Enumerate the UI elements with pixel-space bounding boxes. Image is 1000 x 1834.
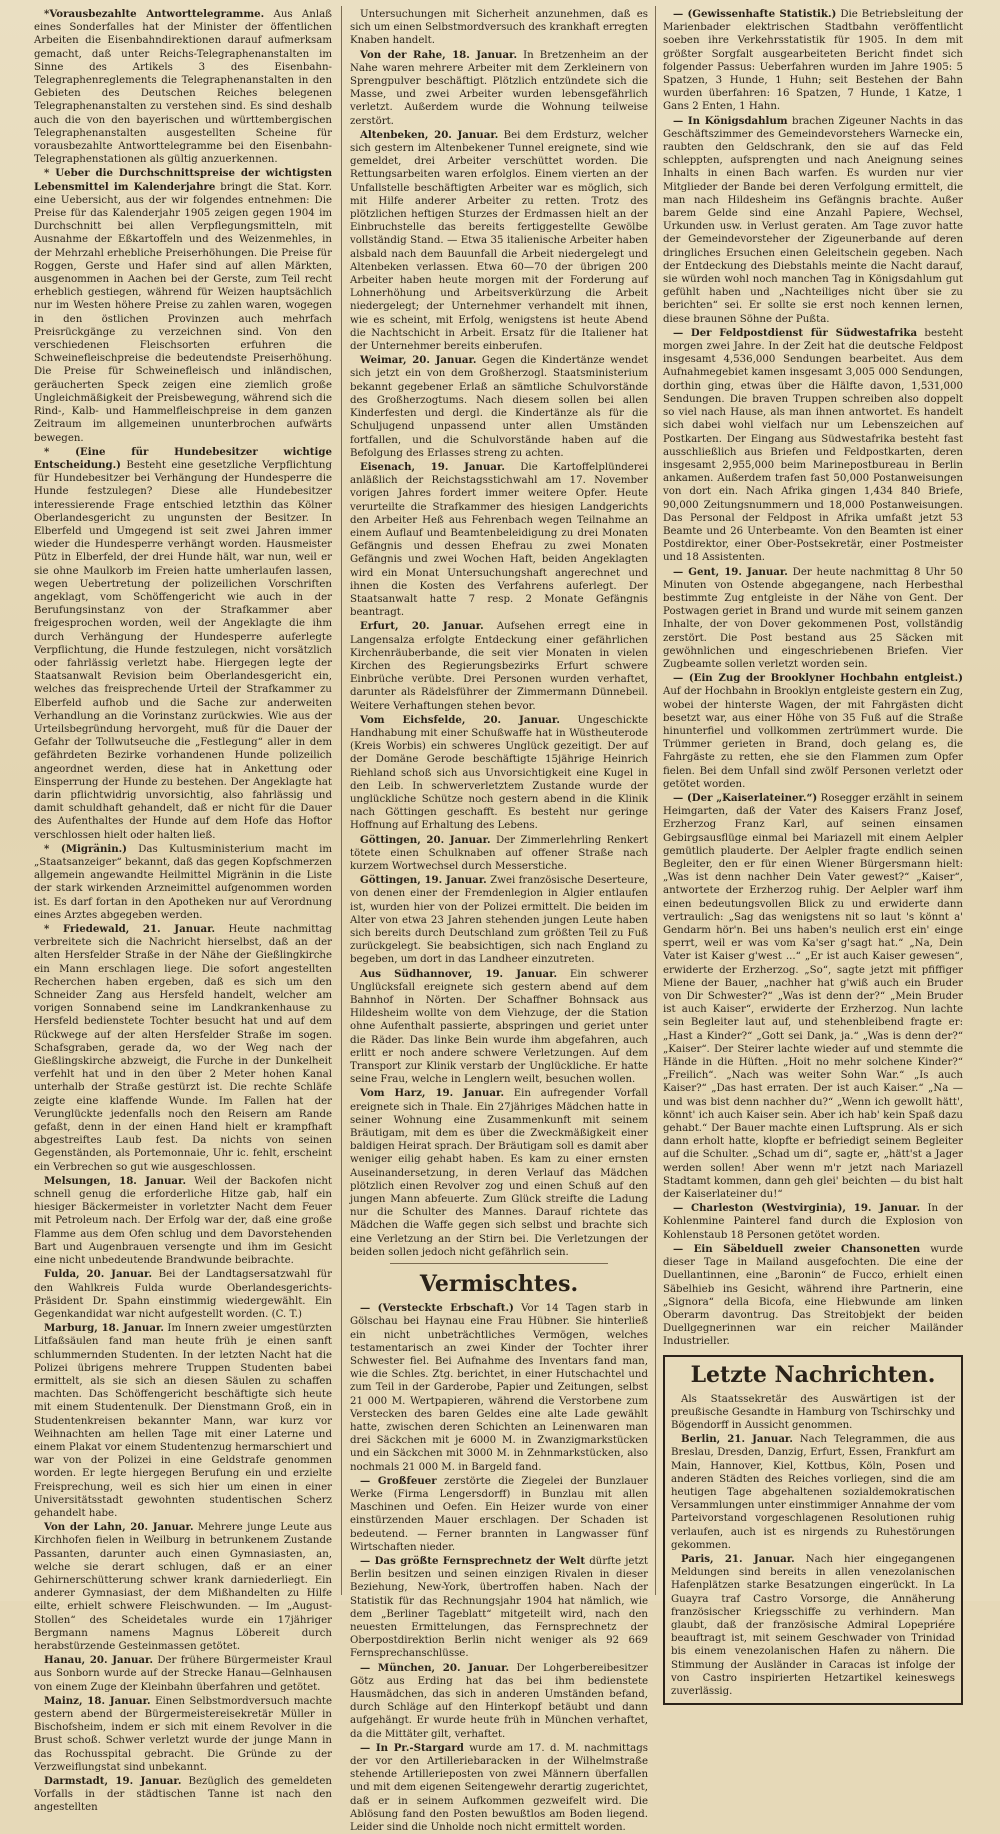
article-dateline: — Charleston (Westvirginia), 19. Januar.	[673, 1202, 921, 1215]
article-dateline: — München, 20. Januar.	[360, 1661, 510, 1674]
column-rule	[341, 6, 342, 1595]
article-dateline: *Vorausbezahlte Antworttelegramme.	[44, 8, 265, 20]
article-paragraph	[671, 1393, 955, 1433]
article-paragraph	[350, 49, 648, 128]
article-text: Heute nachmittag verbreitete sich die Nachricht hierselbst, daß an der alten Hersfelder Straße in der Nähe der Gießlingkirche ein Mann erschlagen liege. Die sofort angestellten Recherchen haben ergeben, daß es sich um den Schneider Zang aus Hersfeld handelt, welcher am vorigen Sonnabend seine im Landkrankenhause zu Hersfeld bedienstete Tochter besucht hat und auf dem Rückwege auf der alten Hersfelder Straße im sogen. Schafsgraben, gerade da, wo der Weg nach der Gießlingskirche abzweigt, die Furche in der Dunkelheit verfehlt hat und in den über 2 Meter hohen Kanal unterhalb der Straße gestürzt ist. Die rechte Schläfe zeigte eine klaffende Wunde. Im Fallen hat der Verunglückte jedenfalls noch den Reisern am Rande gefaßt, denn in der einen Hand hielt er krampfhaft abgestreiftes Laub fest. Da nichts von seinen Gegenständen, als Portemonnaie, Uhr ic. fehlt, erscheint ein Verbrechen so gut wie ausgeschlossen.	[34, 924, 332, 1173]
article-dateline: Darmstadt, 19. Januar.	[44, 1775, 182, 1788]
article-dateline: Altenbeken, 20. Januar.	[360, 128, 499, 141]
article-dateline: Melsungen, 18. Januar.	[44, 1174, 187, 1187]
article-dateline: — (Gewissenhafte Statistik.)	[673, 8, 837, 20]
article-text: bringt die Stat. Korr. eine Uebersicht, aus der wir folgendes entnehmen: Die Preise für das Kalenderjahr 1905 zeigen gegen 1904 im Durchschnitt bei allen Verpflegungsmitteln, mit Ausnahme der Eßkartoffeln und des Weizenmehles, in der Mehrzahl erhebliche Preiserhöhungen. Die Preise für Roggen, Gerste und Hafer sind auf allen Märkten, ausgenommen in Aachen bei der Gerste, zum Teil recht erheblich gestiegen, während für Weizen hauptsächlich nur im Westen höhere Preise zu zahlen waren, wogegen in den östlichen Provinzen auch mehrfach Preisrückgänge zu verzeichnen sind. Von den verschiedenen Fleischsorten erfuhren die Schweinefleischpreise die bedeutendste Preiserhöhung. Die Preise für Schweinefleisch und inländischen, geräucherten Speck zeigen eine ziemlich große Ungleichmäßigkeit der Preisbewegung, während sich die Rind-, Kalb- und Hammelfleischpreise in dem ganzen Zeitraum im allgemeinen ununterbrochen aufwärts bewegen.	[34, 181, 332, 444]
article-text: dürfte jetzt Berlin besitzen und seinen einzigen Rivalen in dieser Beziehung, New-York, übertroffen haben. Nach der Statistik für das Rechnungsjahr 1904 hat nämlich, wie dem „Berliner Tageblatt“ mitgeteilt wird, nach den neuesten Ermittelungen, das Fernsprechnetz der Oberpostdirektion Berlin nicht weniger als 92 669 Fernsprechanschlüsse.	[350, 1555, 648, 1660]
article-text: Einen Selbstmordversuch machte gestern abend der Bürgermeistereisekretär Müller in Bischofsheim, indem er sich mit einem Revolver in die Brust schoß. Schwer verletzt wurde der junge Mann in das Rochusspital gebracht. Die Gründe zu der Verzweiflungstat sind unbekannt.	[34, 1695, 332, 1773]
article-paragraph	[350, 874, 648, 966]
article-paragraph	[350, 1475, 648, 1554]
article-paragraph	[350, 620, 648, 712]
article-text: Nach Telegrammen, die aus Breslau, Dresden, Danzig, Erfurt, Essen, Frankfurt am Main, Hannover, Kiel, Kottbus, Köln, Posen und anderen Städten des Reiches vorliegen, sind die am heutigen Tage abgehaltenen sozialdemokratischen Versammlungen unter einstimmiger Annahme der vom Parteivorstand vorgeschlagenen Resolutionen ruhig verlaufen, auch ist es nirgends zu Ruhestörungen gekommen.	[671, 1434, 955, 1551]
article-paragraph	[34, 446, 332, 842]
article-text: Im Innern zweier umgestürzten Litfaßsäulen fand man heute früh je einen sanft schlummernden Studenten. In der letzten Nacht hat die Polizei übrigens mehrere Truppen Studenten babei ermittelt, als sie sich an diesen Säulen zu schaffen machten. Das Schöffengericht beschäftigte sich heute mit einem Studentenulk. Der Dienstmann Groß, ein in Studentenkreisen bekannter Mann, war kurz vor Weihnachten am hellen Tage mit einer Laterne und einem Plakat vor einem Studentenzug hermarschiert und war von der Polizei in eine Geldstrafe genommen worden. Er legte hiergegen Berufung ein und erzielte Freisprechung, weil es sich hier um einen in einer Universitätsstadt gewohnten studentischen Scherz gehandelt habe.	[34, 1323, 332, 1519]
article-dateline: — Großfeuer	[360, 1474, 437, 1487]
article-text: Mehrere junge Leute aus Kirchhofen fielen in Weilburg in betrunkenem Zustande Passanten, darunter auch einen Gymnasiasten, an, welche sie derart schlugen, daß er an einer Gehirnerschütterung schwer krank darniederliegt. Ein anderer Gymnasiast, der dem Mißhandelten zu Hilfe eilte, erhielt schwere Fleischwunden. — Im „August-Stollen“ des Scheidetales wurde ein 17jähriger Bergmann namens Magnus Löbereit durch herabstürzende Gesteinmassen getötet.	[34, 1522, 332, 1652]
column-rule	[655, 6, 656, 1595]
article-text: Bezüglich des gemeldeten Vorfalls in der städtischen Tanne ist nach den angestellten	[34, 1776, 332, 1814]
article-text: Nach hier eingegangenen Meldungen sind bereits in allen venezolanischen Hafenplätzen starke Besatzungen eingerückt. In La Guayra traf Castro Vorsorge, die Annäherung französischer Kriegsschiffe zu verhindern. Man glaubt, daß der französische Admiral Lopepriére beauftragt ist, mit seinem Geschwader von Trinidad bis einem venezolanischen Hafen zu nähern. Die Stimmung der Ausländer in Caracas ist infolge der von Castro inspirierten Hetzartikel keineswegs zuverlässig.	[671, 1553, 955, 1697]
article-text: Der Zimmerlehrling Renkert tötete einen Schulknaben auf offener Straße nach kurzem Wortwechsel durch Messerstiche.	[350, 834, 649, 872]
article-text: Der frühere Bürgermeister Kraul aus Sonborn wurde auf der Strecke Hanau—Gelnhausen von einem Zuge der Kleinbahn überfahren und getötet.	[34, 1655, 332, 1693]
article-text: Ein aufregender Vorfall ereignete sich in Thale. Ein 27jähriges Mädchen hatte in seiner Wohnung eine Zusammenkunft mit seinem Bräutigam, mit dem es über die Zweckmäßigkeit einer baldigen Heirat sprach. Der Bräutigam soll es damit aber weniger eilig gehabt haben. Es kam zu einer ernsten Auseinandersetzung, in deren Verlauf das Mädchen plötzlich einen Revolver zog und einen Schuß auf den jungen Mann abfeuerte. Zum Glück streifte die Ladung nur die Schulter des Mannes. Darauf richtete das Mädchen die Waffe gegen sich selbst und brachte sich eine Verletzung an der Stirn bei. Die Verletzungen der beiden sollen jedoch nicht gefährlich sein.	[350, 1088, 648, 1258]
article-dateline: Vom Harz, 19. Januar.	[360, 1087, 505, 1100]
article-paragraph	[34, 1175, 332, 1267]
article-dateline: — (Versteckte Erbschaft.)	[360, 1302, 514, 1315]
article-paragraph	[34, 167, 332, 444]
article-paragraph	[663, 792, 963, 1201]
article-text: Der Lohgerbereibesitzer Götz aus Erding hat das bei ihm bedienstete Hausmädchen, das sich in anderen Umständen befand, durch Schläge auf den Hinterkopf betäubt und dann aufgehängt. Er wurde heute früh in München verhaftet, da die Mittäter gilt, verhaftet.	[350, 1662, 648, 1740]
section-heading-letzte-nachrichten: Letzte Nachrichten.	[690, 1361, 936, 1388]
article-dateline: Marburg, 18. Januar.	[44, 1322, 164, 1335]
article-text: Besteht eine gesetzliche Verpflichtung für Hundebesitzer bei Verhängung der Hundesperre die Hunde festzulegen? Diese alle Hundebesitzer interessierende Frage entschied letzthin das Kölner Oberlandesgericht zu ungunsten der Besitzer. In Elberfeld und Umgegend ist seit zwei Jahren immer wieder die Hundesperre verhängt worden. Hausmeister Pütz in Elberfeld, der drei Hunde hält, war nun, weil er sie ohne Maulkorb im Freien hatte umherlaufen lassen, wegen Uebertretung der polizeilichen Vorschriften angeklagt, vom Schöffengericht wie auch in der Berufungsinstanz von der Strafkammer aber freigesprochen worden, weil der Angeklagte die ihm durch Verhängung der Hundesperre auferlegte Verpflichtung, die Hunde festzulegen, nicht vorsätzlich oder fahrlässig verletzt habe. Hiergegen legte der Staatsanwalt Revision beim Oberlandesgericht ein, welches das freisprechende Urteil der Strafkammer zu Elberfeld aufhob und die Sache zur anderweiten Verhandlung an die Vorinstanz zurückwies. Wie aus der Urteilsbegründung hervorgeht, muß für die Dauer der Gefahr der Tollwutseuche die „Festlegung“ aller in dem gefährdeten Bezirke vorhandenen Hunde polizeilich angeordnet werden, diese hat in Ankettung oder Einsperrung der Hunde zu bestehen. Der Angeklagte hat darin pflichtwidrig unvorsichtig, also fahrlässig und damit schuldhaft gehandelt, daß er nicht für die Dauer des Aufenthaltes der Hunde auf dem Hofe das Hoftor verschlossen hielt oder halten ließ.	[34, 459, 332, 841]
article-paragraph	[350, 834, 648, 874]
article-dateline: Fulda, 20. Januar.	[44, 1268, 152, 1281]
article-text: Bei dem Erdsturz, welcher sich gestern im Altenbekener Tunnel ereignete, sind wie gemeldet, drei Arbeiter verschüttet worden. Die Rettungsarbeiten waren erfolglos. Einem vierten an der Unfallstelle beschäftigten Arbeiter war es möglich, sich mit Hilfe anderer Arbeiter zu retten. Trotz des plötzlichen heftigen Sturzes der Erdmassen hielt an der Einbruchstelle das bereits fertiggestellte Gewölbe vollständig Stand. — Etwa 35 italienische Arbeiter haben alsbald nach dem Bauunfall die Arbeit niedergelegt und Altenbeken verlassen. Etwa 60—70 der übrigen 200 Arbeiter haben heute morgen mit der Forderung auf Lohnerhöhung und Arbeitsverkürzung die Arbeit niedergelegt; der Unternehmer verhandelt mit ihnen, wie es scheint, mit Erfolg, wenigstens ist heute Abend die Nachtschicht in Arbeit. Ersatz für die Italiener hat der Unternehmer bereits einberufen.	[350, 129, 648, 353]
article-text: Zwei französische Deserteure, von denen einer der Fremdenlegion in Algier entlaufen ist, wurden hier von der Polizei ermittelt. Die beiden im Alter von etwa 23 Jahren stehenden jungen Leute haben sich bereits durch Deutschland zum größten Teil zu Fuß zurückgelegt. Sie beabsichtigen, sich nach England zu begeben, um dort in das Landheer einzutreten.	[350, 875, 648, 966]
article-paragraph	[663, 1202, 963, 1242]
article-paragraph	[350, 1302, 648, 1474]
article-text: In der Kohlenmine Painterel fand durch die Explosion von Kohlenstaub 18 Personen getötet worden.	[663, 1203, 963, 1241]
article-text: besteht morgen zwei Jahre. In der Zeit hat die deutsche Feldpost insgesamt 4,536,000 Sendungen bearbeitet. Aus dem Aufnahmegebiet kamen insgesamt 3,005 000 Sendungen, dorthin ging, etwas über die Hälfte davon, 1,531,000 Sendungen. Die braven Truppen schreiben also doppelt so viel nach Hause, als man ihnen antwortet. Es handelt sich dabei wohl vielfach nur um Lebenszeichen auf Postkarten. Der Eingang aus Südwestafrika besteht fast ausschließlich aus Briefen und Feldpostkarten, deren insgesamt 2,955,000 beim Marinepostbureau in Berlin ankamen. Außerdem trafen fast 50,000 Postanweisungen von dort ein. Nach Afrika gingen 1,434 840 Briefe, 90,000 Zeitungsnummern und 18,000 Postanweisungen. Das Personal der Feldpost in Afrika umfaßt jetzt 53 Beamte und 26 Unterbeamte. Von den Beamten ist einer Postdirektor, einer Ober-Postsekretär, einer Postmeister und 18 Assistenten.	[663, 327, 963, 564]
article-text: Untersuchungen mit Sicherheit anzunehmen, daß es sich um einen Selbstmordversuch des krankhaft erregten Knaben handelt.	[350, 9, 648, 47]
article-paragraph	[350, 1742, 648, 1834]
column-2	[350, 8, 649, 1834]
article-paragraph	[34, 1268, 332, 1321]
article-dateline: Berlin, 21. Januar.	[681, 1433, 793, 1446]
article-text: Die Kartoffelplünderei anläßlich der Reichstagsstichwahl am 17. November vorigen Jahres fordert immer weitere Opfer. Heute verurteilte die Strafkammer des hiesigen Landgerichts den Arbeiter Heß aus Fehrenbach wegen Teilnahme an einem Auflauf und Beamtenbeleidigung zu drei Monaten Gefängnis und dessen Ehefrau zu zwei Monaten Gefängnis und zwei Wochen Haft, beiden Angeklagten wird ein Monat Untersuchungshaft angerechnet und ihnen die Kosten des Verfahrens auferlegt. Der Staatsanwalt hatte 7 resp. 2 Monate Gefängnis beantragt.	[350, 461, 648, 619]
article-text: Das Kultusministerium macht im „Staatsanzeiger“ bekannt, daß das gegen Kopfschmerzen allgemein angewandte Heilmittel Migränin in die Liste der stark wirkenden Arzneimittel aufgenommen worden ist. Es darf fortan in den Apotheken nur auf Verordnung eines Arztes abgegeben werden.	[34, 843, 332, 921]
article-paragraph	[350, 8, 648, 48]
article-paragraph	[34, 843, 332, 922]
article-paragraph	[350, 1555, 648, 1661]
article-dateline: * (Migränin.)	[44, 842, 127, 855]
article-paragraph	[350, 129, 648, 353]
article-paragraph	[663, 115, 963, 326]
article-dateline: Erfurt, 20. Januar.	[360, 620, 484, 633]
article-text: Der heute nachmittag 8 Uhr 50 Minuten von Ostende abgegangene, nach Herbesthal bestimmte Zug entgleiste in der Nähe von Gent. Der Postwagen geriet in Brand und wurde mit seinem ganzen Inhalte, der von Dover gekommenen Post, vollständig zerstört. Die Post bestand aus 25 Säcken mit gewöhnlichen und eingeschriebenen Briefen. Vier Zugbeamte sollen verletzt worden sein.	[663, 566, 963, 670]
article-text: Auf der Hochbahn in Brooklyn entgleiste gestern ein Zug, wobei der hinterste Wagen, der mit Fahrgästen dicht besetzt war, aus einer Höhe von 35 Fuß auf die Straße hinunterfiel und vollkommen zertrümmert wurde. Die Trümmer gerieten in Brand, doch gelang es, die Fahrgäste zu retten, ehe sie den Flammen zum Opfer fielen. Bei dem Unfall sind zwölf Personen verletzt oder getötet worden.	[663, 686, 963, 790]
column-3	[663, 8, 963, 1697]
article-paragraph	[350, 461, 648, 619]
article-dateline: * (Eine für Hundebesitzer wichtige Entscheidung.)	[34, 445, 332, 471]
article-text: Aufsehen erregt eine in Langensalza erfolgte Entdeckung einer gefährlichen Kirchenräuberbande, die seit vier Monaten in vielen Kirchen des Regierungsbezirks Erfurt schwere Einbrüche verübte. Drei Personen wurden verhaftet, darunter als Rädelsführer der Zimmermann Dünnebeil. Weitere Verhaftungen stehen bevor.	[350, 621, 648, 712]
article-paragraph	[34, 923, 332, 1174]
article-dateline: Weimar, 20. Januar.	[360, 354, 477, 367]
article-dateline: — Der Feldpostdienst für Südwestafrika	[673, 326, 918, 339]
article-dateline: — In Pr.-Stargard	[360, 1741, 464, 1754]
article-paragraph	[663, 672, 963, 791]
section-heading-vermischtes: Vermischtes.	[419, 1271, 579, 1298]
article-paragraph	[34, 1654, 332, 1694]
article-text: Die Betriebsleitung der Marienbader elektrischen Stadtbahn veröffentlicht soeben ihre Verkehrsstatistik für 1905. In dem mit größter Sorgfalt ausgearbeiteten Bericht findet sich folgender Passus: Ueberfahren wurden im Jahre 1905: 5 Spatzen, 3 Hunde, 1 Huhn; seit Bestehen der Bahn wurden überfahren: 16 Spatzen, 7 Hunde, 1 Katze, 1 Gans 2 Enten, 1 Hahn.	[663, 9, 963, 113]
article-dateline: Göttingen, 20. Januar.	[360, 833, 491, 846]
article-paragraph	[34, 1322, 332, 1520]
article-paragraph	[350, 714, 648, 833]
article-paragraph	[34, 8, 332, 166]
article-paragraph	[34, 1695, 332, 1774]
article-dateline: Von der Lahn, 20. Januar.	[44, 1521, 194, 1534]
section-divider	[390, 1263, 608, 1264]
article-paragraph	[671, 1433, 955, 1552]
article-paragraph	[663, 1243, 963, 1349]
column-1	[34, 8, 332, 1814]
article-dateline: — (Ein Zug der Brooklyner Hochbahn entgleist.)	[673, 672, 963, 685]
article-paragraph	[350, 1087, 648, 1259]
article-text: brachen Zigeuner Nachts in das Geschäftszimmer des Gemeindevorstehers Warnecke ein, raubten den Geldschrank, den sie auf das Feld schleppten, aufsprengten und nach Aneignung seines Inhalts in einen Bach warfen. Es wurden nur vier Mitglieder der Bande bei deren Verfolgung ermittelt, die man nach Hildesheim ins Gefängnis brachte. Außer barem Gelde sind eine Anzahl Papiere, Wechsel, Urkunden usw. in Verlust geraten. Am Tage zuvor hatte der Gemeindevorsteher der Zigeunerbande auf deren dringliches Ersuchen einen Geleitschein gegeben. Nach der Entdeckung des Diebstahls meinte die Nacht darauf, sie würden wohl noch manchen Tag in Königsdahlum gut gefühlt haben und „Nachteiliges nicht über sie zu berichten“ sei. Er sollte sie erst noch kennen lernen, diese braunen Söhne der Pußta.	[663, 115, 963, 325]
article-dateline: Aus Südhannover, 19. Januar.	[360, 967, 558, 980]
article-paragraph	[34, 1775, 332, 1815]
article-text: Gegen die Kindertänze wendet sich jetzt ein von dem Großherzogl. Staatsministerium bekannt gegebener Erlaß an sämtliche Schulvorstände des Großherzogtums. Nach diesem sollen bei allen Kinderfesten und dergl. die Kindertänze als für die Schuljugend unpassend unter allen Umständen fortfallen, und die Schulvorstände haben auf die Befolgung des Erlasses streng zu achten.	[350, 355, 648, 459]
article-text: Bei der Landtagsersatzwahl für den Wahlkreis Fulda wurde Oberlandesgerichts-Präsident Dr. Spahn einstimmig wiedergewählt. Ein Gegenkandidat war nicht aufgestellt worden.	[34, 1269, 332, 1320]
article-dateline: — Das größte Fernsprechnetz der Welt	[360, 1554, 586, 1567]
article-text: wurde dieser Tage in Mailand ausgefochten. Die eine der Duellantinnen, eine „Baronin“ de Fucco, erhielt einen Säbelhieb ins Gesicht, während ihre Partnerin, eine „Signora“ della Bicofa, eine Hiebwunde am linken Oberarm davontrug. Das Streitobjekt der beiden Duellgegnerinnen war ein reicher Mailänder Industrieller.	[663, 1243, 963, 1348]
article-dateline: — (Der „Kaiserlateiner.“)	[673, 791, 818, 804]
article-dateline: Vom Eichsfelde, 20. Januar.	[360, 713, 560, 726]
article-paragraph	[671, 1553, 955, 1698]
article-dateline: — In Königsdahlum	[673, 114, 788, 127]
article-paragraph	[350, 968, 648, 1087]
article-dateline: * Friedewald, 21. Januar.	[44, 923, 216, 936]
article-text: Ungeschickte Handhabung mit einer Schußwaffe hat in Wüstheuterode (Kreis Worbis) ein schweres Unglück gezeitigt. Der auf der Domäne Gerode beschäftigte 15jährige Heinrich Riehland schoß sich aus Unvorsichtigkeit eine Kugel in den Leib. In schwerverletztem Zustande wurde der unglückliche Schütze noch gestern abend in die Klinik nach Göttingen geschafft. Es besteht nur geringe Hoffnung auf Erhaltung des Lebens.	[350, 714, 648, 832]
article-dateline: Eisenach, 19. Januar.	[360, 460, 505, 473]
article-text: zerstörte die Ziegelei der Bunzlauer Werke (Firma Lengersdorff) in Bunzlau mit allen Maschinen und Oefen. Ein Heizer wurde von einer einstürzenden Mauer erschlagen. Der Schaden ist bedeutend. — Ferner brannten in Langwasser fünf Wirtschaften nieder.	[350, 1475, 648, 1553]
article-text: Vor 14 Tagen starb in Gölschau bei Haynau eine Frau Hübner. Sie hinterließ ein nicht unbeträchtliches Vermögen, welches testamentarisch an zwei Kinder der Tochter ihrer Schwester fiel. Bei Aufnahme des Inventars fand man, wie die Schles. Ztg. berichtet, in einer Hutschachtel und zum Teil in der Garderobe, Papier und Zeitungen, selbst 21 000 M. Wertpapieren, während die Verstorbene zum Verstecken des baren Geldes eine alte Lade gewählt hatte, zwischen deren Schichten an Leinenwaren man drei Säckchen mit je 6000 M. in Zwanzigmarkstücken und ein Säckchen mit 3000 M. in Zehnmarkstücken, also nochmals 21 000 M. in Bargeld fand.	[350, 1303, 649, 1473]
article-signature: (C. T.)	[271, 1308, 302, 1320]
article-text: Als Staatssekretär des Auswärtigen ist der preußische Gesandte in Hamburg von Tschirschky und Bögendorff in Aussicht genommen.	[671, 1393, 955, 1431]
article-paragraph	[34, 1521, 332, 1653]
article-dateline: Mainz, 18. Januar.	[44, 1694, 151, 1707]
article-text: Rosegger erzählt in seinem Heimgarten, daß der Vater des Kaisers Franz Josef, Erzherzog Franz Karl, auf seinen einsamen Gebirgsausflüge einmal bei Mariazell mit einem Aelpler gemütlich plauderte. Der Aelpler fragte endlich seinen Begleiter, den er für einen Wiener Bürgersmann hielt: „Was ist denn nachher Dein Vater gewest?“ „Kaiser“, antwortete der Erzherzog ruhig. Der Aelpler warf ihm einen bedeutungsvollen Blick zu und erwiderte dann vertraulich: „Sag das wenigstens nit so laut 's könnt a' Gendarm hör'n. Bei uns haben's neulich erst ein' einge sperrt, weil er was vom Ka'ser g'sagt hat.“ „Na, Dein Vater ist Kaiser g'west ...“ „Er ist auch Kaiser gewesen“, erwiderte der Erzherzog. „So“, sagte jetzt mit pfiffiger Miene der Bauer, „nachher hat g'wiß auch ein Bruder von Dir Schwester?“ „Was ist denn der?“ „Mein Bruder ist auch Kaiser“, erwiderte der Erzherzog. Nun lachte sein Begleiter laut auf, und stehenbleibend fragte er: „Hast a Kinder?“ „Gott sei Dank, ja.“ „Was is denn der?“ „Kaiser“. Der Steirer lachte wieder auf und stemmte die Hände in die Hüften. „Hoit no mehr solchene Kinder?“ „Freilich“. „Nach was weiter Sohn War.“ „Is auch Kaiser?“ „Das hast erraten. Der ist auch Kaiser.“ „Na — und was bist denn nachher du?“ „Wenn ich gewollt hätt', könnt' ich auch Kaiser sein. Aber ich hab' kein Spaß dazu gehabt.“ Der Bauer machte einen Luftsprung. Als er sich dann erholt hatte, klopfte er befriedigt seinem Begleiter auf die Schulter. „Schad um di“, sagte er, „hätt'st a Jager werden sollen! Aber wenn m'r jetzt nach Mariazell Stadtamt kommen, dann geh glei' beichten — du bist halt der Kaiserlateiner du!“	[663, 792, 963, 1201]
article-dateline: — Gent, 19. Januar.	[673, 565, 788, 578]
latest-news-box	[663, 1355, 963, 1706]
article-text: Aus Anlaß eines Sonderfalles hat der Minister der öffentlichen Arbeiten die Eisenbahndirektionen darauf aufmerksam gemacht, daß unter Reichs-Telegraphenanstalten im Sinne des Artikels 3 des Eisenbahn-Telegraphenreglements die Telegraphenanstalten in den Gebieten des Deutschen Reiches belegenen Telegraphenanstalten zu verstehen sind. Es sind deshalb auch die von den bayerischen und württembergischen Telegraphenanstalten ausgestellten Scheine für vorausbezahlte Antworttelegramme bei den Eisenbahn-Telegraphenstationen als gültig anzuerkennen.	[34, 9, 332, 166]
article-paragraph	[350, 1662, 648, 1741]
article-dateline: Hanau, 20. Januar.	[44, 1654, 154, 1667]
article-text: wurde am 17. d. M. nachmittags der vor den Artilleriebaracken in der Wilhelmstraße stehende Artillerieposten von zwei Männern überfallen und mit dem eigenen Seitengewehr derartig zugerichtet, daß er in seinem Aufkommen gezweifelt wird. Die Ablösung fand den Posten bewußtlos am Boden liegend. Leider sind die Unholde noch nicht ermittelt worden.	[350, 1742, 648, 1834]
article-text: Ein schwerer Unglücksfall ereignete sich gestern abend auf dem Bahnhof in Nörten. Der Schaffner Bohnsack aus Hildesheim wollte von dem Viehzuge, der die Station ohne Aufenthalt passierte, abspringen und geriet unter die Räder. Das linke Bein wurde ihm abgefahren, auch erlitt er noch andere schwere Verletzungen. Auf dem Transport zur Klinik verstarb der Unglückliche. Er hatte seine Frau, welche in Lenglern weilt, besuchen wollen.	[350, 968, 648, 1086]
article-paragraph	[663, 327, 963, 565]
article-paragraph	[350, 354, 648, 460]
article-paragraph	[663, 8, 963, 114]
article-dateline: Göttingen, 19. Januar.	[360, 874, 487, 887]
article-paragraph	[663, 566, 963, 672]
article-text: In Bretzenheim an der Nahe waren mehrere Arbeiter mit dem Zerkleinern von Sprengpulver beschäftigt. Plötzlich entzündete sich die Masse, und zwei Arbeiter wurden lebensgefährlich verletzt. Außerdem wurde die Wohnung teilweise zerstört.	[350, 49, 648, 127]
article-dateline: Von der Rahe, 18. Januar.	[360, 48, 518, 61]
article-dateline: — Ein Säbelduell zweier Chansonetten	[673, 1242, 921, 1255]
article-text: Weil der Backofen nicht schnell genug die erforderliche Hitze gab, half ein hiesiger Bäckermeister in vorletzter Nacht dem Feuer mit Petroleum nach. Der Erfolg war der, daß eine große Flamme aus dem Ofen schlug und dem Davorstehenden Bart und Augenbrauen versengte und ihm im Gesicht eine nicht unbedeutende Brandwunde beibrachte.	[34, 1175, 332, 1267]
article-dateline: Paris, 21. Januar.	[681, 1552, 795, 1565]
article-dateline: * Ueber die Durchschnittspreise der wichtigsten Lebensmittel im Kalenderjahre	[34, 167, 332, 193]
